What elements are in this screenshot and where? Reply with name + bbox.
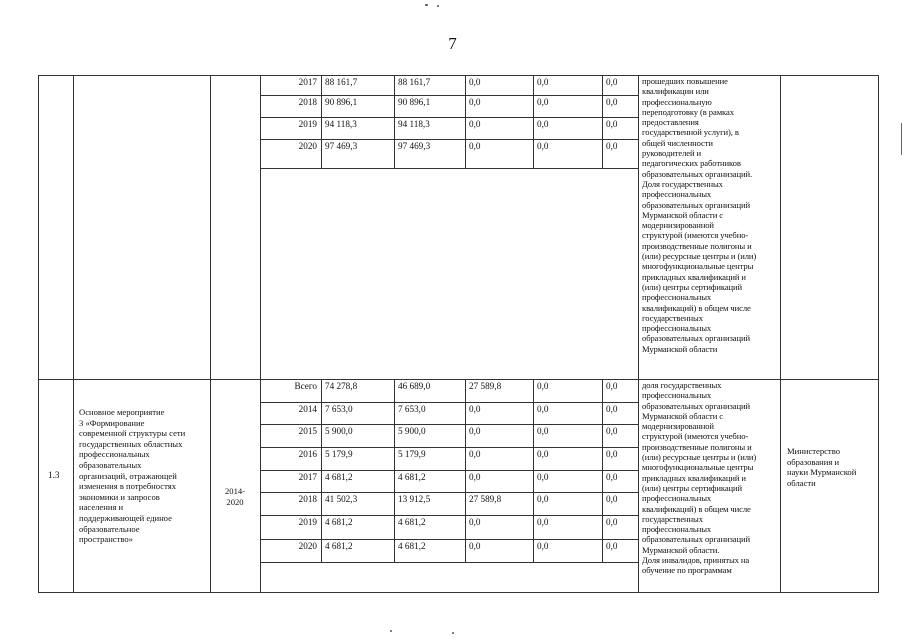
numeric-column-border: [394, 75, 395, 168]
indicator-text: доля государственных профессиональных образовательных организаций Мурманской области с модернизированной структурой (имеются учебно- производственные полигоны и (или) ресурсные центры и (или) многофункциональные центры прикладных квалификаций и (или) центры сертификаций профессиональных квалификаций) в общем числе государственных профессиональных образовательных организаций Мурманской области. Доля инвалидов, принятых на обучение по программам: [642, 380, 757, 576]
column-border: [780, 75, 781, 593]
scan-speck: [390, 630, 392, 632]
scan-edge-mark: [901, 123, 902, 155]
year-row-rule: [260, 168, 638, 169]
amount-federal: 0,0: [469, 472, 481, 482]
amount-local: 0,0: [537, 381, 549, 391]
measure-period: 2014- 2020: [224, 486, 246, 507]
year-row-rule: [260, 562, 638, 563]
amount-total: 4 681,2: [325, 472, 353, 482]
amount-other: 0,0: [606, 381, 618, 391]
year-row-rule: [260, 117, 638, 118]
year-label: 2020: [298, 541, 317, 551]
amount-federal: 0,0: [469, 404, 481, 414]
amount-local: 0,0: [537, 77, 549, 87]
amount-regional: 94 118,3: [398, 119, 430, 129]
amount-total: 41 502,3: [325, 494, 358, 504]
amount-local: 0,0: [537, 141, 549, 151]
year-row-rule: [260, 95, 638, 96]
amount-regional: 4 681,2: [398, 517, 426, 527]
amount-other: 0,0: [606, 97, 618, 107]
column-border: [878, 75, 879, 593]
amount-other: 0,0: [606, 449, 618, 459]
amount-total: 74 278,8: [325, 381, 358, 391]
column-border: [210, 75, 211, 593]
scan-speck: [437, 5, 439, 7]
amount-regional: 90 896,1: [398, 97, 431, 107]
year-row-rule: [260, 424, 638, 425]
amount-regional: 7 653,0: [398, 404, 426, 414]
measure-name: Основное мероприятие 3 «Формирование современной структуры сети государственных областных профессиональных образовательных организаций, отражающей изменения в потребностях экономики и запросов населения и поддерживающей единое образовательное пространство»: [79, 407, 186, 545]
year-row-rule: [260, 470, 638, 471]
measure-number: 1.3: [48, 470, 60, 480]
year-label: 2017: [298, 472, 317, 482]
year-row-rule: [260, 139, 638, 140]
numeric-column-border: [465, 75, 466, 168]
numeric-column-border: [321, 75, 322, 168]
amount-total: 88 161,7: [325, 77, 358, 87]
amount-total: 90 896,1: [325, 97, 358, 107]
column-border: [638, 75, 639, 593]
amount-total: 97 469,3: [325, 141, 358, 151]
amount-local: 0,0: [537, 97, 549, 107]
scan-speck: [452, 632, 454, 634]
executor-text: Министерство образования и науки Мурманской области: [787, 446, 857, 488]
year-label: 2019: [298, 119, 317, 129]
amount-local: 0,0: [537, 494, 549, 504]
amount-total: 5 900,0: [325, 426, 353, 436]
amount-other: 0,0: [606, 541, 618, 551]
amount-local: 0,0: [537, 541, 549, 551]
amount-other: 0,0: [606, 494, 618, 504]
amount-federal: 0,0: [469, 97, 481, 107]
amount-local: 0,0: [537, 426, 549, 436]
amount-other: 0,0: [606, 426, 618, 436]
amount-other: 0,0: [606, 404, 618, 414]
amount-regional: 4 681,2: [398, 472, 426, 482]
amount-other: 0,0: [606, 77, 618, 87]
amount-federal: 27 589,8: [469, 381, 502, 391]
amount-federal: 0,0: [469, 517, 481, 527]
amount-regional: 5 900,0: [398, 426, 426, 436]
year-label: 2016: [298, 449, 317, 459]
amount-total: 4 681,2: [325, 541, 353, 551]
amount-other: 0,0: [606, 141, 618, 151]
amount-federal: 0,0: [469, 541, 481, 551]
numeric-column-border: [602, 75, 603, 168]
scan-speck: [425, 4, 428, 6]
page-number: 7: [448, 34, 457, 53]
amount-federal: 27 589,8: [469, 494, 502, 504]
amount-federal: 0,0: [469, 119, 481, 129]
amount-regional: 97 469,3: [398, 141, 431, 151]
table-bottom-border: [38, 592, 878, 593]
amount-regional: 88 161,7: [398, 77, 431, 87]
amount-total: 94 118,3: [325, 119, 357, 129]
amount-local: 0,0: [537, 517, 549, 527]
amount-federal: 0,0: [469, 449, 481, 459]
amount-regional: 46 689,0: [398, 381, 431, 391]
amount-total: 7 653,0: [325, 404, 353, 414]
year-row-rule: [260, 402, 638, 403]
year-row-rule: [260, 515, 638, 516]
indicator-text: прошедших повышение квалификации или профессиональную переподготовку (в рамках предоставления государственной услуги), в общей численности руководителей и педагогических работников образовательных организаций. Доля государственных профессиональных образовательных организаций Мурманской области с модернизированной структурой (имеются учебно- производственные полигоны и (или) ресурсные центры и (или) многофункциональные центры прикладных квалификаций и (или) центры сертификаций профессиональных квалификаций) в общем числе государственных профессиональных образовательных организаций Мурманской области: [642, 76, 757, 354]
year-label: 2018: [298, 97, 317, 107]
amount-regional: 13 912,5: [398, 494, 431, 504]
year-row-rule: [260, 539, 638, 540]
amount-other: 0,0: [606, 119, 618, 129]
amount-local: 0,0: [537, 449, 549, 459]
amount-total: 4 681,2: [325, 517, 353, 527]
year-label: Всего: [294, 381, 317, 391]
amount-local: 0,0: [537, 404, 549, 414]
column-border: [73, 75, 74, 593]
year-label: 2017: [298, 77, 317, 87]
year-row-rule: [260, 492, 638, 493]
year-label: 2019: [298, 517, 317, 527]
year-label: 2020: [298, 141, 317, 151]
amount-federal: 0,0: [469, 77, 481, 87]
amount-regional: 5 179,9: [398, 449, 426, 459]
year-label: 2015: [298, 426, 317, 436]
amount-federal: 0,0: [469, 141, 481, 151]
amount-federal: 0,0: [469, 426, 481, 436]
amount-regional: 4 681,2: [398, 541, 426, 551]
amount-total: 5 179,9: [325, 449, 353, 459]
year-label: 2014: [298, 404, 317, 414]
column-border: [38, 75, 39, 593]
year-label: 2018: [298, 494, 317, 504]
year-row-rule: [260, 447, 638, 448]
numeric-column-border: [533, 75, 534, 168]
amount-local: 0,0: [537, 472, 549, 482]
amount-local: 0,0: [537, 119, 549, 129]
amount-other: 0,0: [606, 517, 618, 527]
amount-other: 0,0: [606, 472, 618, 482]
